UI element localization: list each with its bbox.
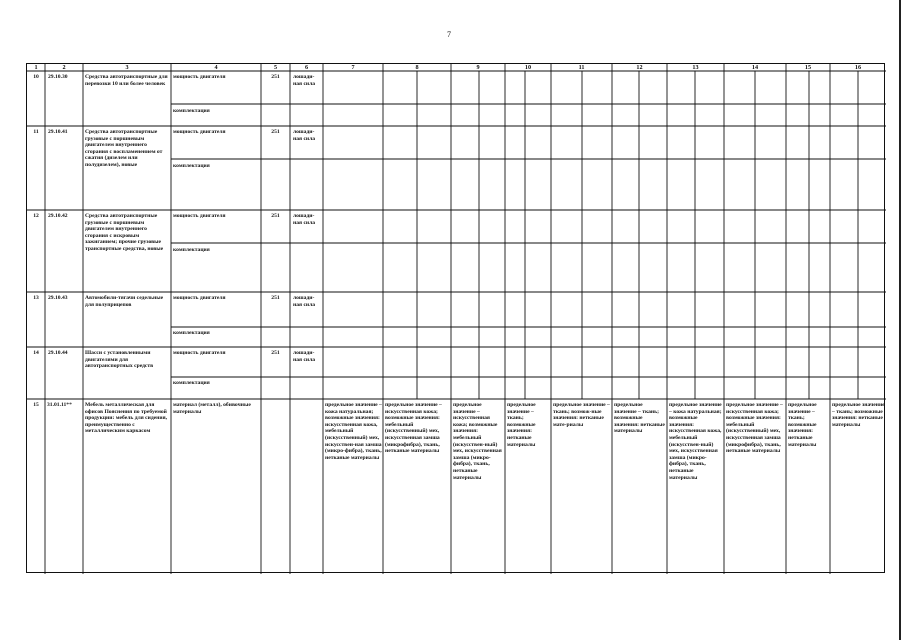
col-header-6: 6 [304, 64, 309, 71]
row-number: 12 [33, 213, 39, 219]
unit-name: лошади-ная сила [293, 129, 316, 142]
col11-value: предельное значение – ткань; возмож-ные значения: нетканые мате-риалы [553, 402, 610, 428]
col-header-1: 1 [34, 64, 38, 71]
characteristic: мощность двигателя [173, 129, 226, 135]
unit-name: лошади-ная сила [293, 213, 316, 226]
okpd-code: 29.10.43 [48, 295, 68, 301]
col-header-9: 9 [476, 64, 480, 71]
col16-value: предельное значение – ткань; возможные значения: нетканые материалы [832, 402, 885, 428]
product-name: Средства автотранспортные грузовые с поршневым двигателем внутреннего сгорания с воспламенением от сжатия (дизелем или полудизелем), новые [85, 129, 163, 168]
col10-value: предельное значение – ткань; возможные значения: нетканые материалы [507, 402, 536, 448]
product-name: Средства автотранспортные для перевозки 10 или более человек [85, 74, 168, 87]
col15-value: предельное значение – ткань; возможные значения: нетканые материалы [788, 402, 817, 448]
characteristic: комплектация [173, 163, 210, 169]
col-header-2: 2 [62, 64, 66, 71]
row-number: 14 [33, 350, 39, 356]
unit-code: 251 [271, 350, 280, 356]
product-name: Шасси с установленными двигателями для автотранспортных средств [85, 350, 154, 370]
characteristic: мощность двигателя [173, 295, 226, 301]
col13-value: предельное значение – кожа натуральная; возможные значения: искусственная кожа, мебельный (искусствен-ный) мех, искусственная замша (микро-фибра), ткань, нетканые материалы [669, 402, 722, 481]
col12-value: предельное значение – ткань; возможные значения: нетканые материалы [614, 402, 665, 435]
col-header-10: 10 [524, 64, 532, 71]
product-name: Мебель металлическая для офисов Пояснения по требуемой продукции: мебель для сидения, преимущественно с металлическим каркасом [85, 402, 168, 435]
col-header-8: 8 [415, 64, 419, 71]
col9-value: предельное значение – искусственная кожа; возможные значения: мебельный (искусствен-ный) мех, искусственная замша (микро-фибра), ткань, нетканые материалы [453, 402, 502, 481]
characteristic: материал (металл), обивочные материалы [173, 402, 251, 415]
binding-line [899, 0, 901, 640]
characteristic: комплектация [173, 380, 210, 386]
unit-code: 251 [271, 213, 280, 219]
unit-code: 251 [271, 74, 280, 80]
product-name: Средства автотранспортные грузовые с поршневым двигателем внутреннего сгорания с искровым зажиганием; прочие грузовые транспортные средства, новые [85, 213, 164, 252]
unit-name: лошади-ная сила [293, 74, 316, 87]
unit-name: лошади-ная сила [293, 350, 316, 363]
col-header-4: 4 [214, 64, 218, 71]
page-number: 7 [447, 30, 451, 39]
okpd-code: 29.10.44 [48, 350, 68, 356]
col-header-12: 12 [636, 64, 643, 71]
row-number: 11 [33, 129, 39, 135]
unit-name: лошади-ная сила [293, 295, 316, 308]
okpd-code: 31.01.11** [47, 402, 72, 408]
col14-value: предельное значение – искусственная кожа; возможные значения: мебельный (искусственный) мех, искусственная замша (микрофибра), ткань, нетканые материалы [726, 402, 783, 455]
product-name: Автомобили-тягачи седельные для полуприцепов [85, 295, 164, 308]
col8-value: предельное значение – искусственная кожа; возможные значения: мебельный (искусственный) мех, искусственная замша (микрофибра), ткань, нетканые материалы [385, 402, 442, 455]
col-header-13: 13 [692, 64, 699, 71]
characteristic: мощность двигателя [173, 213, 226, 219]
col-header-11: 11 [578, 64, 585, 71]
col-header-16: 16 [854, 64, 862, 71]
unit-code: 251 [271, 295, 280, 301]
col-header-15: 15 [804, 64, 812, 71]
characteristic: мощность двигателя [173, 74, 226, 80]
characteristic: комплектация [173, 247, 210, 253]
col-header-14: 14 [751, 64, 759, 71]
col-header-7: 7 [351, 64, 355, 71]
okpd-code: 29.10.41 [48, 129, 68, 135]
row-number: 13 [33, 295, 39, 301]
okpd-code: 29.10.30 [48, 74, 68, 80]
col-header-3: 3 [125, 64, 129, 71]
row-number: 10 [33, 74, 39, 80]
data-table [26, 63, 885, 573]
row-number: 15 [33, 402, 39, 408]
characteristic: мощность двигателя [173, 350, 226, 356]
characteristic: комплектация [173, 330, 210, 336]
col7-value: предельное значение – кожа натуральная; возможные значения: искусственная кожа, мебельный (искусственный) мех, искусствен-ная замша (микро-фибра), ткань, нетканые материалы [325, 402, 382, 461]
okpd-code: 29.10.42 [48, 213, 68, 219]
characteristic: комплектация [173, 108, 210, 114]
unit-code: 251 [271, 129, 280, 135]
col-header-5: 5 [273, 64, 278, 71]
